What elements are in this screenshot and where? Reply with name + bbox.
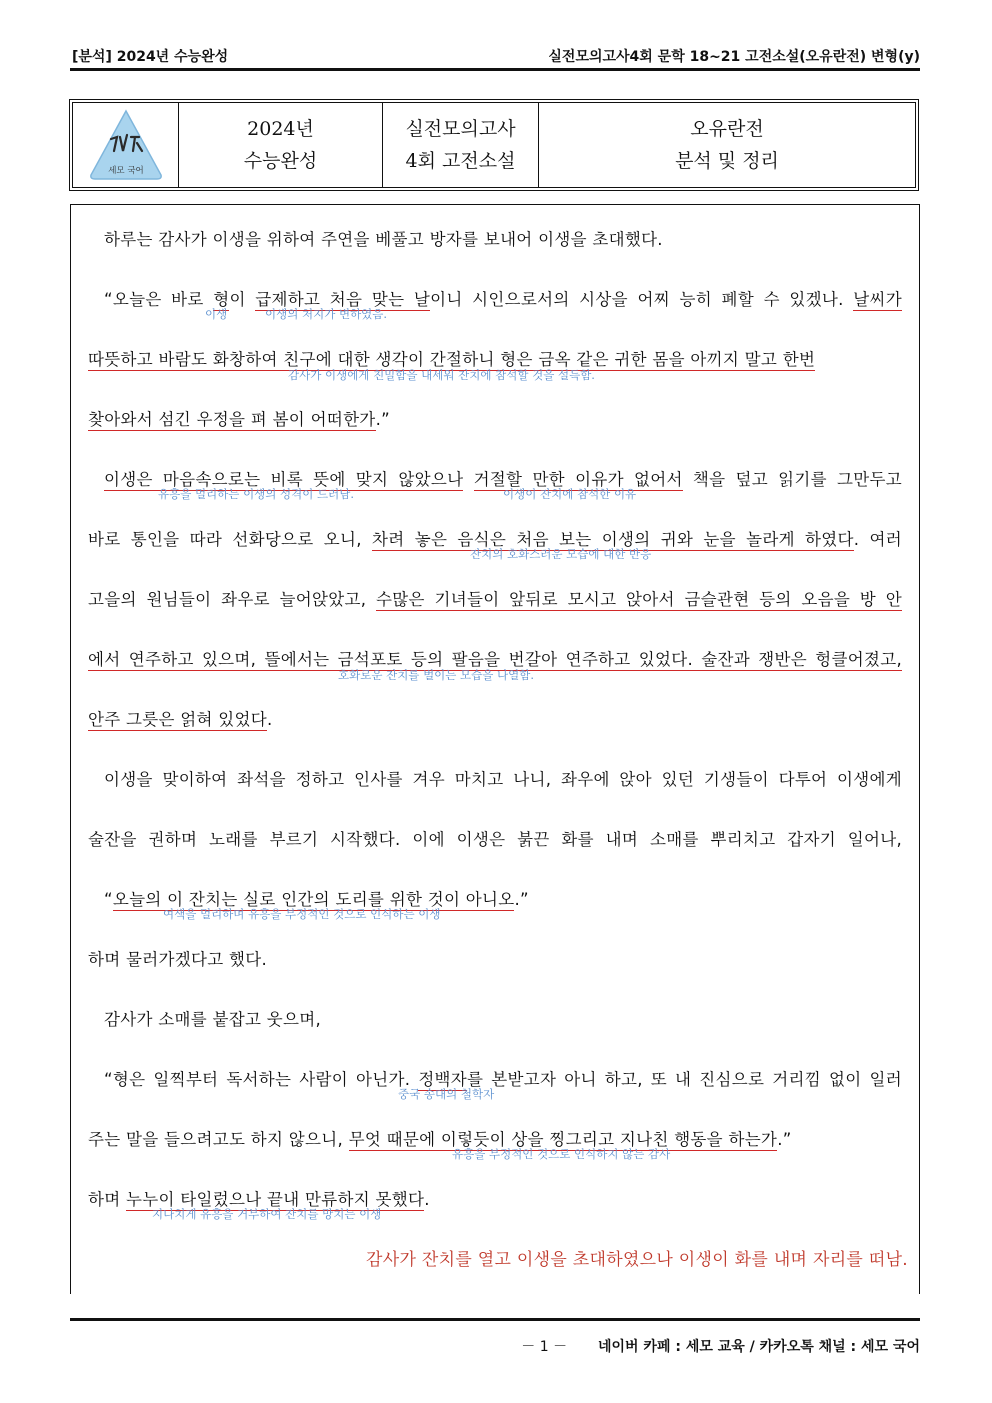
page-number: － 1 － bbox=[521, 1339, 568, 1355]
passage-line: “오늘의 이 잔치는 실로 인간의 도리를 위한 것이 아니오.” bbox=[104, 890, 529, 909]
annotation-note: 호화로운 잔치를 벌이는 모습을 나열함. bbox=[338, 668, 535, 682]
logo-text: 세모 국어 bbox=[107, 166, 144, 176]
annotation-note: 여색을 멀리하며 유흥을 부정적인 것으로 인식하는 이생 bbox=[163, 907, 441, 921]
annotation-note: 유흥을 멀리하는 이생의 성격이 드러남. bbox=[158, 487, 355, 501]
title-book: 수능완성 bbox=[243, 150, 318, 172]
title-cell-year bbox=[179, 103, 383, 187]
title-work: 오유란전 bbox=[690, 118, 764, 140]
annotation-note: 유흥을 부정적인 것으로 인식하지 않는 감사 bbox=[452, 1147, 671, 1161]
annotation-note: 잔치의 호화스러운 모습에 대한 반응 bbox=[470, 547, 652, 561]
passage-line: 주는 말을 들으려고도 하지 않으니, 무엇 때문에 이렇듯이 상을 찡그리고 지나친 행동을 하는가.” bbox=[88, 1130, 792, 1149]
title-section: 4회 고전소설 bbox=[405, 150, 516, 172]
passage-line: “오늘은 바로 형이 급제하고 처음 맞는 날이니 시인으로서의 시상을 어찌 능히 폐할 수 있겠나. 날씨가 bbox=[104, 290, 902, 309]
passage-line: 이생을 맞이하여 좌석을 정하고 인사를 겨우 마치고 나니, 좌우에 앉아 있던 기생들이 다투어 이생에게 bbox=[104, 770, 902, 789]
header-left: [분석] 2024년 수능완성 bbox=[72, 49, 229, 65]
passage-line: “형은 일찍부터 독서하는 사람이 아닌가. 정백자를 본받고자 아니 하고, 또 내 진심으로 거리낌 없이 일러 bbox=[104, 1070, 902, 1089]
footer-text: 네이버 카페 : 세모 교육 / 카카오톡 채널 : 세모 국어 bbox=[597, 1339, 920, 1355]
footer bbox=[521, 1336, 920, 1356]
passage-line: 하며 물러가겠다고 했다. bbox=[88, 950, 268, 969]
title-cell-work bbox=[539, 103, 915, 187]
annotation-note: 감사가 이생에게 친밀함을 내세워 잔치에 참석할 것을 설득함. bbox=[288, 368, 595, 382]
passage-line: 고을의 원님들이 좌우로 늘어앉았고, 수많은 기녀들이 앞뒤로 모시고 앉아서 금슬관현 등의 오음을 방 안 bbox=[88, 590, 902, 609]
title-exam: 실전모의고사 bbox=[405, 118, 516, 140]
passage-line: 따뜻하고 바람도 화창하여 친구에 대한 생각이 간절하니 형은 금옥 같은 귀한 몸을 아끼지 말고 한번 bbox=[88, 350, 816, 369]
annotation-note: 이생의 처지가 변하였음. bbox=[265, 307, 388, 321]
header-right: 실전모의고사4회 문학 18~21 고전소설(오유란전) 변형(y) bbox=[548, 49, 920, 65]
annotation-note: 이생이 잔치에 참석한 이유 bbox=[503, 487, 637, 501]
passage-line: 안주 그릇은 얽혀 있었다. bbox=[88, 710, 273, 729]
annotation-note: 이생 bbox=[205, 307, 228, 321]
footer-rule bbox=[70, 1318, 920, 1321]
passage-line: 찾아와서 섬긴 우정을 펴 봄이 어떠한가.” bbox=[88, 410, 390, 429]
title-year: 2024년 bbox=[247, 118, 314, 140]
passage-line: 이생은 마음속으로는 비록 뜻에 맞지 않았으나 거절할 만한 이유가 없어서 책을 덮고 읽기를 그만두고 bbox=[104, 470, 903, 489]
semo-logo-icon bbox=[87, 107, 165, 183]
title-subtitle: 분석 및 정리 bbox=[675, 150, 779, 172]
passage-line: 에서 연주하고 있으며, 뜰에서는 금석포토 등의 팔음을 번갈아 연주하고 있었다. 술잔과 쟁반은 헝클어졌고, bbox=[88, 650, 902, 669]
annotation-note: 중국 송대의 철학자 bbox=[398, 1087, 495, 1101]
passage-summary: 감사가 잔치를 열고 이생을 초대하였으나 이생이 화를 내며 자리를 떠남. bbox=[366, 1250, 908, 1270]
title-table bbox=[69, 99, 919, 191]
header-rule bbox=[70, 68, 920, 71]
logo-cell bbox=[73, 103, 179, 187]
passage-line: 감사가 소매를 붙잡고 웃으며, bbox=[104, 1010, 322, 1029]
passage-line: 바로 통인을 따라 선화당으로 오니, 차려 놓은 음식은 처음 보는 이생의 귀와 눈을 놀라게 하였다. 여러 bbox=[88, 530, 902, 549]
passage-line: 하루는 감사가 이생을 위하여 주연을 베풀고 방자를 보내어 이생을 초대했다. bbox=[104, 230, 663, 249]
passage-line: 술잔을 권하며 노래를 부르기 시작했다. 이에 이생은 붉끈 화를 내며 소매를 뿌리치고 갑자기 일어나, bbox=[88, 830, 902, 849]
passage-line: 하며 누누이 타일렀으나 끝내 만류하지 못했다. bbox=[88, 1190, 430, 1209]
annotation-note: 지나치게 유흥을 거부하여 잔치를 망치는 이생 bbox=[152, 1207, 382, 1221]
title-cell-exam bbox=[383, 103, 539, 187]
